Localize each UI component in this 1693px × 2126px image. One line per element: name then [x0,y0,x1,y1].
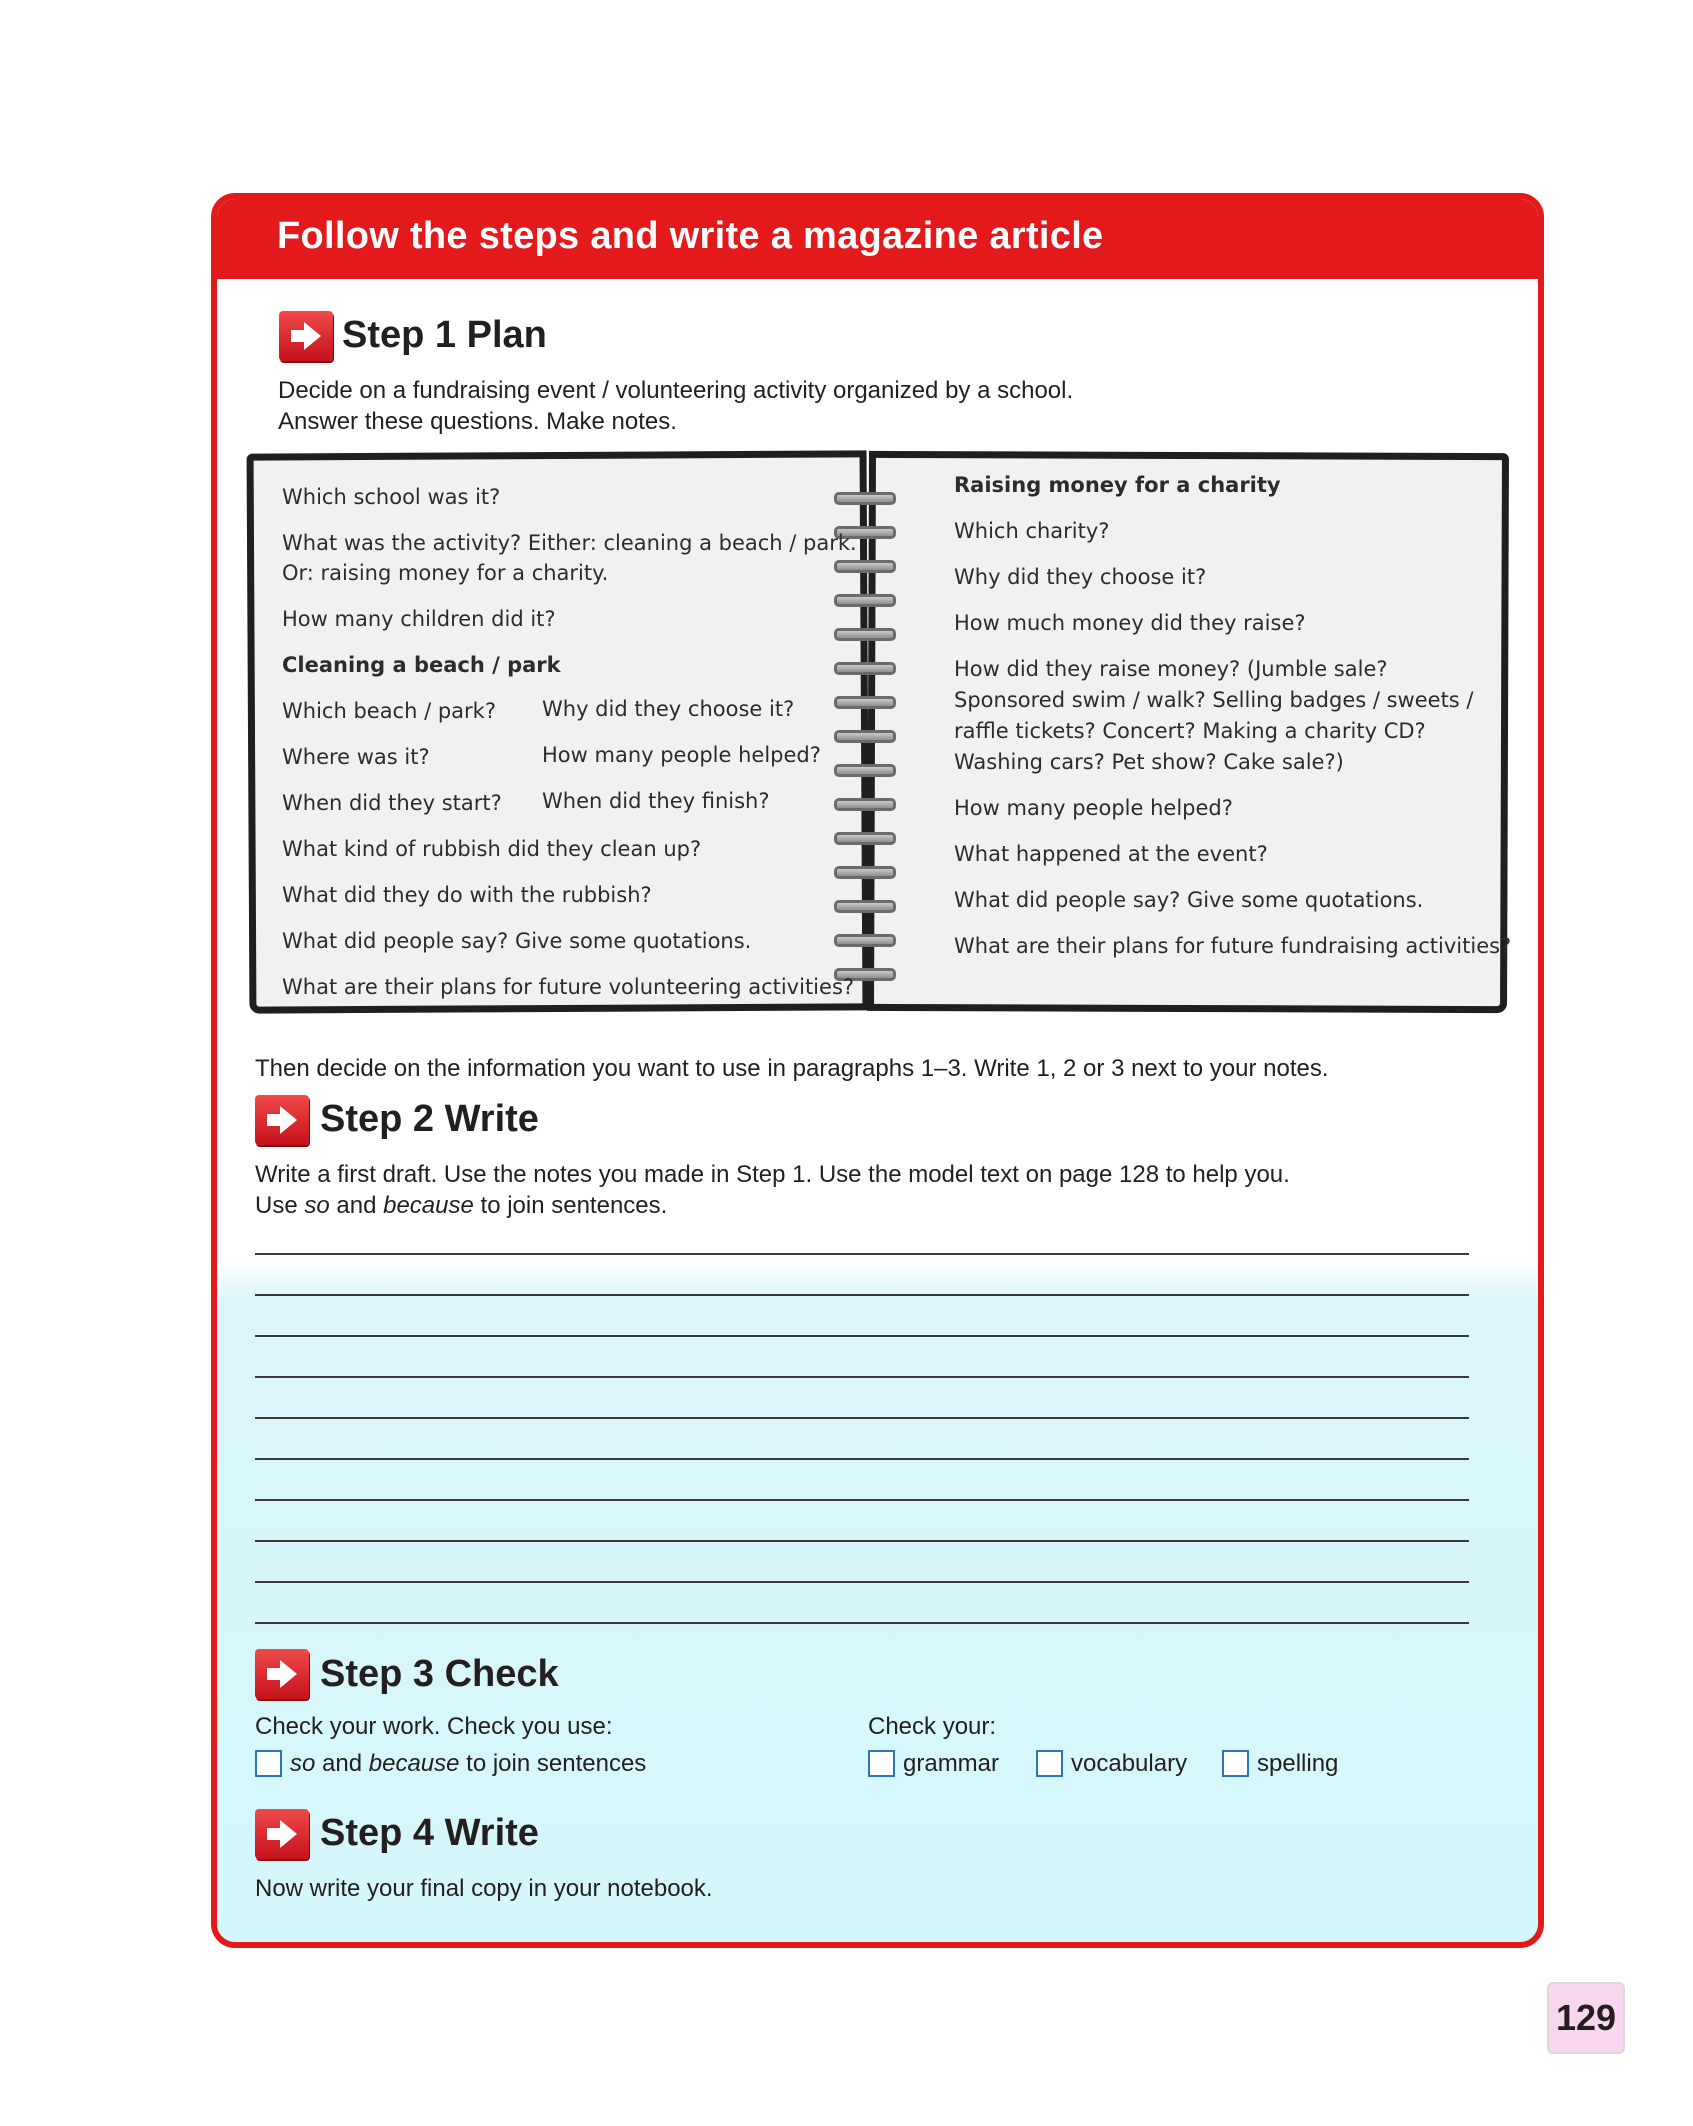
spiral-ring [826,762,906,780]
checkbox-spelling[interactable] [1222,1750,1249,1777]
step1-title: Step 1 Plan [342,314,547,356]
paragraph-instruction: Then decide on the information you want to use in paragraphs 1–3. Write 1, 2 or 3 next to your notes. [255,1055,1329,1082]
spiral-ring [826,558,906,576]
note-question: How many people helped? [954,796,1233,820]
spiral-ring [826,694,906,712]
arrow-icon [255,1649,309,1699]
step2-title: Step 2 Write [320,1098,539,1140]
writing-line[interactable] [255,1253,1469,1255]
arrow-icon [279,311,333,361]
writing-line[interactable] [255,1294,1469,1296]
spiral-ring [826,592,906,610]
spiral-ring [826,830,906,848]
checkbox-conjunctions-label: so and because to join sentences [290,1750,647,1777]
step4-title: Step 4 Write [320,1812,539,1854]
step3-title: Step 3 Check [320,1653,559,1695]
note-question: What happened at the event? [954,842,1268,866]
checkbox-spelling-label: spelling [1257,1750,1339,1777]
note-question: What did they do with the rubbish? [282,883,652,907]
note-question: How did they raise money? (Jumble sale? [954,657,1388,681]
checkbox-grammar[interactable] [868,1750,895,1777]
panel-header [217,199,1538,279]
note-question: Which school was it? [282,485,501,509]
arrow-icon [255,1809,309,1859]
note-question: Sponsored swim / walk? Selling badges / sweets / [954,688,1474,712]
note-question: How much money did they raise? [954,611,1306,635]
writing-line[interactable] [255,1335,1469,1337]
writing-line[interactable] [255,1376,1469,1378]
panel-title: Follow the steps and write a magazine article [277,215,1104,257]
note-question: When did they start? [282,791,502,815]
page-number: 129 [1547,1982,1625,2054]
note-question: What are their plans for future fundraising activities? [954,934,1512,958]
spiral-ring [826,728,906,746]
note-question: What was the activity? Either: cleaning a beach / park. [282,531,857,555]
note-question: How many people helped? [542,743,821,767]
writing-line[interactable] [255,1622,1469,1624]
note-question: raffle tickets? Concert? Making a charity CD? [954,719,1426,743]
writing-line[interactable] [255,1540,1469,1542]
step2-instruction-1: Write a first draft. Use the notes you made in Step 1. Use the model text on page 128 to help you. [255,1161,1290,1188]
step1-instruction-1: Decide on a fundraising event / volunteering activity organized by a school. [278,377,1074,404]
note-question: Which beach / park? [282,699,496,723]
spiral-ring [826,660,906,678]
checkbox-vocabulary-label: vocabulary [1071,1750,1188,1777]
note-question: What did people say? Give some quotations. [282,929,752,953]
arrow-icon [255,1095,309,1145]
step2-instruction-2: Use so and because to join sentences. [255,1192,668,1219]
spiral-ring [826,864,906,882]
writing-line[interactable] [255,1458,1469,1460]
checkbox-grammar-label: grammar [903,1750,1000,1777]
spiral-ring [826,898,906,916]
note-question: Where was it? [282,745,430,769]
spiral-ring [826,932,906,950]
note-question: Or: raising money for a charity. [282,561,609,585]
spiral-notebook [248,452,1512,1019]
note-question: When did they finish? [542,789,770,813]
note-heading-cleaning: Cleaning a beach / park [282,653,561,677]
checkbox-vocabulary[interactable] [1036,1750,1063,1777]
note-question: What kind of rubbish did they clean up? [282,837,702,861]
note-question: What are their plans for future volunteering activities? [282,975,855,999]
note-question: Washing cars? Pet show? Cake sale?) [954,750,1344,774]
checkbox-conjunctions[interactable] [255,1750,282,1777]
spiral-ring [826,796,906,814]
note-heading-charity: Raising money for a charity [954,473,1281,497]
note-question: Why did they choose it? [954,565,1207,589]
note-question: Why did they choose it? [542,697,795,721]
writing-line[interactable] [255,1499,1469,1501]
writing-line[interactable] [255,1581,1469,1583]
step4-instruction: Now write your final copy in your notebook. [255,1875,713,1902]
step3-right-label: Check your: [868,1713,997,1740]
spiral-ring [826,626,906,644]
note-question: What did people say? Give some quotations. [954,888,1424,912]
writing-line[interactable] [255,1417,1469,1419]
note-question: How many children did it? [282,607,556,631]
spiral-ring [826,490,906,508]
note-question: Which charity? [954,519,1110,543]
step1-instruction-2: Answer these questions. Make notes. [278,408,677,435]
step3-left-label: Check your work. Check you use: [255,1713,613,1740]
